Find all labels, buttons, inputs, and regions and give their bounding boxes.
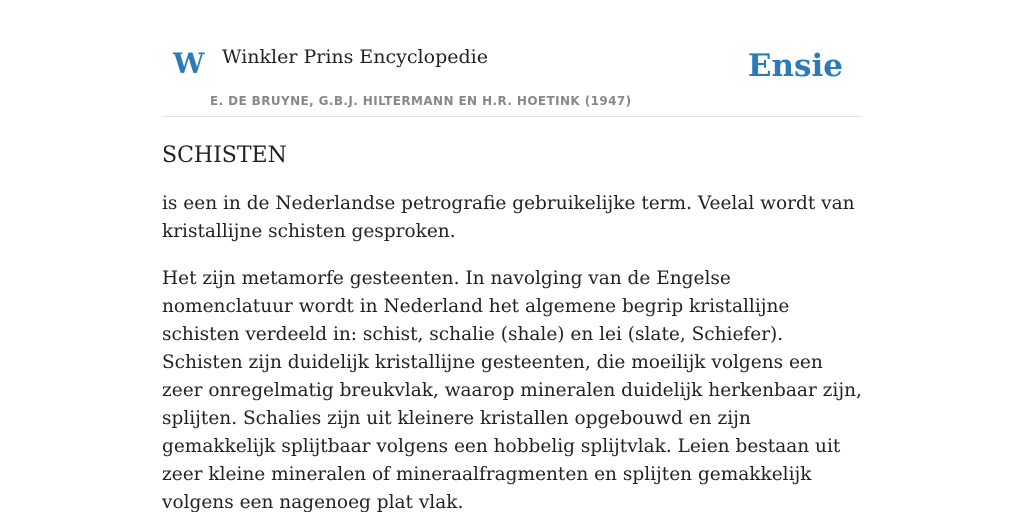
source-logo[interactable]: W: [173, 47, 205, 80]
brand-logo[interactable]: Ensie: [747, 48, 843, 84]
entry-title: SCHISTEN: [162, 143, 287, 168]
source-header: [162, 0, 862, 117]
entry-paragraph: is een in de Nederlandse petrografie gebruikelijke term. Veelal wordt van kristallijne schisten gesproken.: [162, 193, 855, 243]
source-title[interactable]: Winkler Prins Encyclopedie: [222, 46, 488, 68]
page-content: [162, 0, 862, 512]
entry-paragraph: Het zijn metamorfe gesteenten. In navolging van de Engelse nomenclatuur wordt in Nederland het algemene begrip kristallijne schisten verdeeld in: schist, schalie (shale) en lei (slate, Schiefer). Schisten zijn duidelijk kristallijne gesteenten, die moeilijk volgens een zeer onregelmatig breukvlak, waarop mineralen duidelijk herkenbaar zijn, splijten. Schalies zijn uit kleinere kristallen opgebouwd en zijn gemakkelijk splijtbaar volgens een hobbelig splijtvlak. Leien bestaan uit zeer kleine mineralen of mineraalfragmenten en splijten gemakkelijk volgens een nagenoeg plat vlak.: [162, 268, 862, 512]
source-authors: E. DE BRUYNE, G.B.J. HILTERMANN EN H.R. HOETINK (1947): [210, 94, 632, 108]
